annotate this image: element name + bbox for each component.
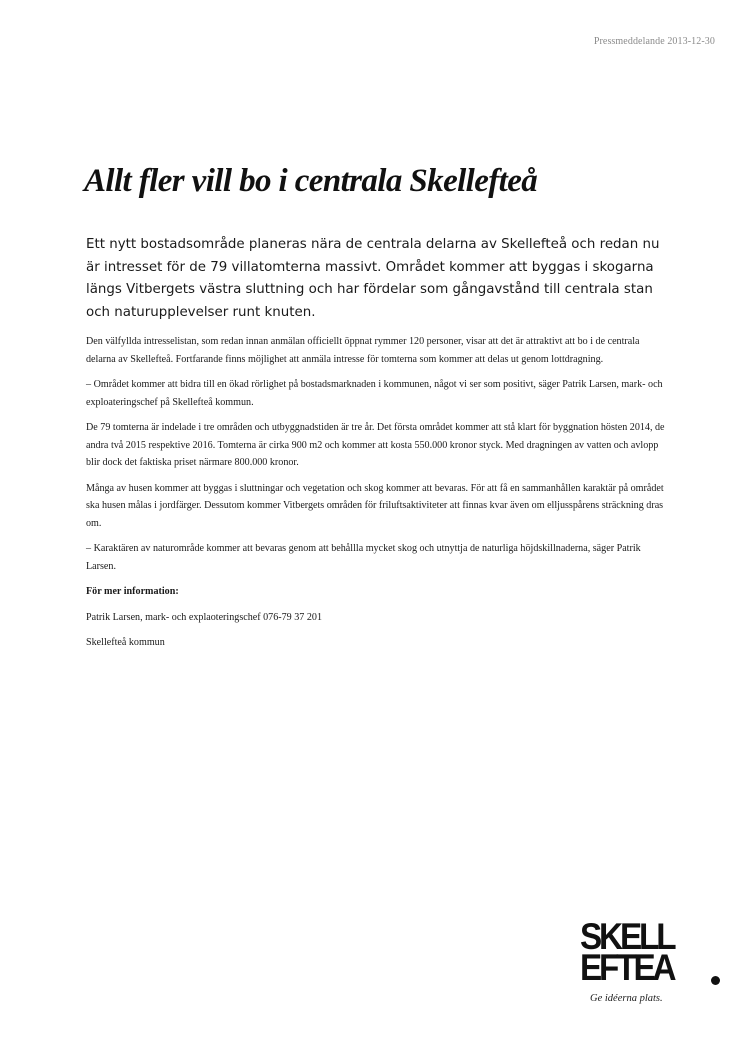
- lead-paragraph: Ett nytt bostadsområde planeras nära de centrala delarna av Skellefteå och redan nu är intresset för de 79 villatomterna massivt. Området kommer att byggas i skogarna längs Vitbergets västra sluttning och har fördelar som gångavstånd till centrala stan och naturupplevelser runt knuten.: [86, 237, 660, 320]
- body-paragraph: Den välfyllda intresselistan, som redan innan anmälan officiellt öppnat rymmer 120 personer, visar att det är attraktivt att bo i de centrala delarna av Skellefteå. Fortfarande finns möjlighet att anmäla intresse för tomterna som kommer att delas ut genom lottdragning.: [86, 336, 640, 365]
- logo-wordmark-line1: SKELL: [580, 916, 674, 957]
- press-release-date: Pressmeddelande 2013-12-30: [593, 36, 715, 47]
- contact-person: Patrik Larsen, mark- och explaoteringschef 076-79 37 201: [86, 611, 323, 623]
- body-paragraph: – Området kommer att bidra till en ökad rörlighet på bostadsmarknaden i kommunen, något vi ser som positivt, säger Patrik Larsen, mark- och exploateringschef på Skellefteå kommun.: [86, 379, 663, 408]
- article-body: [86, 234, 666, 660]
- logo-dot-icon: [711, 976, 720, 985]
- body-paragraph: Många av husen kommer att byggas i sluttningar och vegetation och skog kommer att bevaras. För att få en sammanhållen karaktär på området ska husen målas i jordfärger. Dessutom kommer Vitbergets områden för friluftsaktiviteter att finnas kvar även om elljusspårens sträckning dras om.: [86, 482, 664, 529]
- logo-tagline: Ge idéerna plats.: [590, 993, 663, 1004]
- logo-wordmark-line2: EFTEA: [580, 947, 674, 988]
- body-paragraph: – Karaktären av naturområde kommer att bevaras genom att behållla mycket skog och utnyttja de naturliga höjdskillnaderna, säger Patrik Larsen.: [86, 543, 641, 572]
- contact-organization: Skellefteå kommun: [86, 637, 165, 648]
- skelleftea-logo: [580, 916, 730, 1012]
- body-paragraph: De 79 tomterna är indelade i tre områden och utbyggnadstiden är tre år. Det första området kommer att stå klart för byggnation hösten 2014, de andra två 2015 respektive 2016. Tomterna är cirka 900 m2 och kommer att kosta 550.000 kronor styck. Med dragningen av vatten och avlopp blir dock det faktiska priset närmare 800.000 kronor.: [86, 422, 665, 468]
- contact-heading: För mer information:: [86, 586, 179, 597]
- page-title: Allt fler vill bo i centrala Skellefteå: [84, 163, 538, 199]
